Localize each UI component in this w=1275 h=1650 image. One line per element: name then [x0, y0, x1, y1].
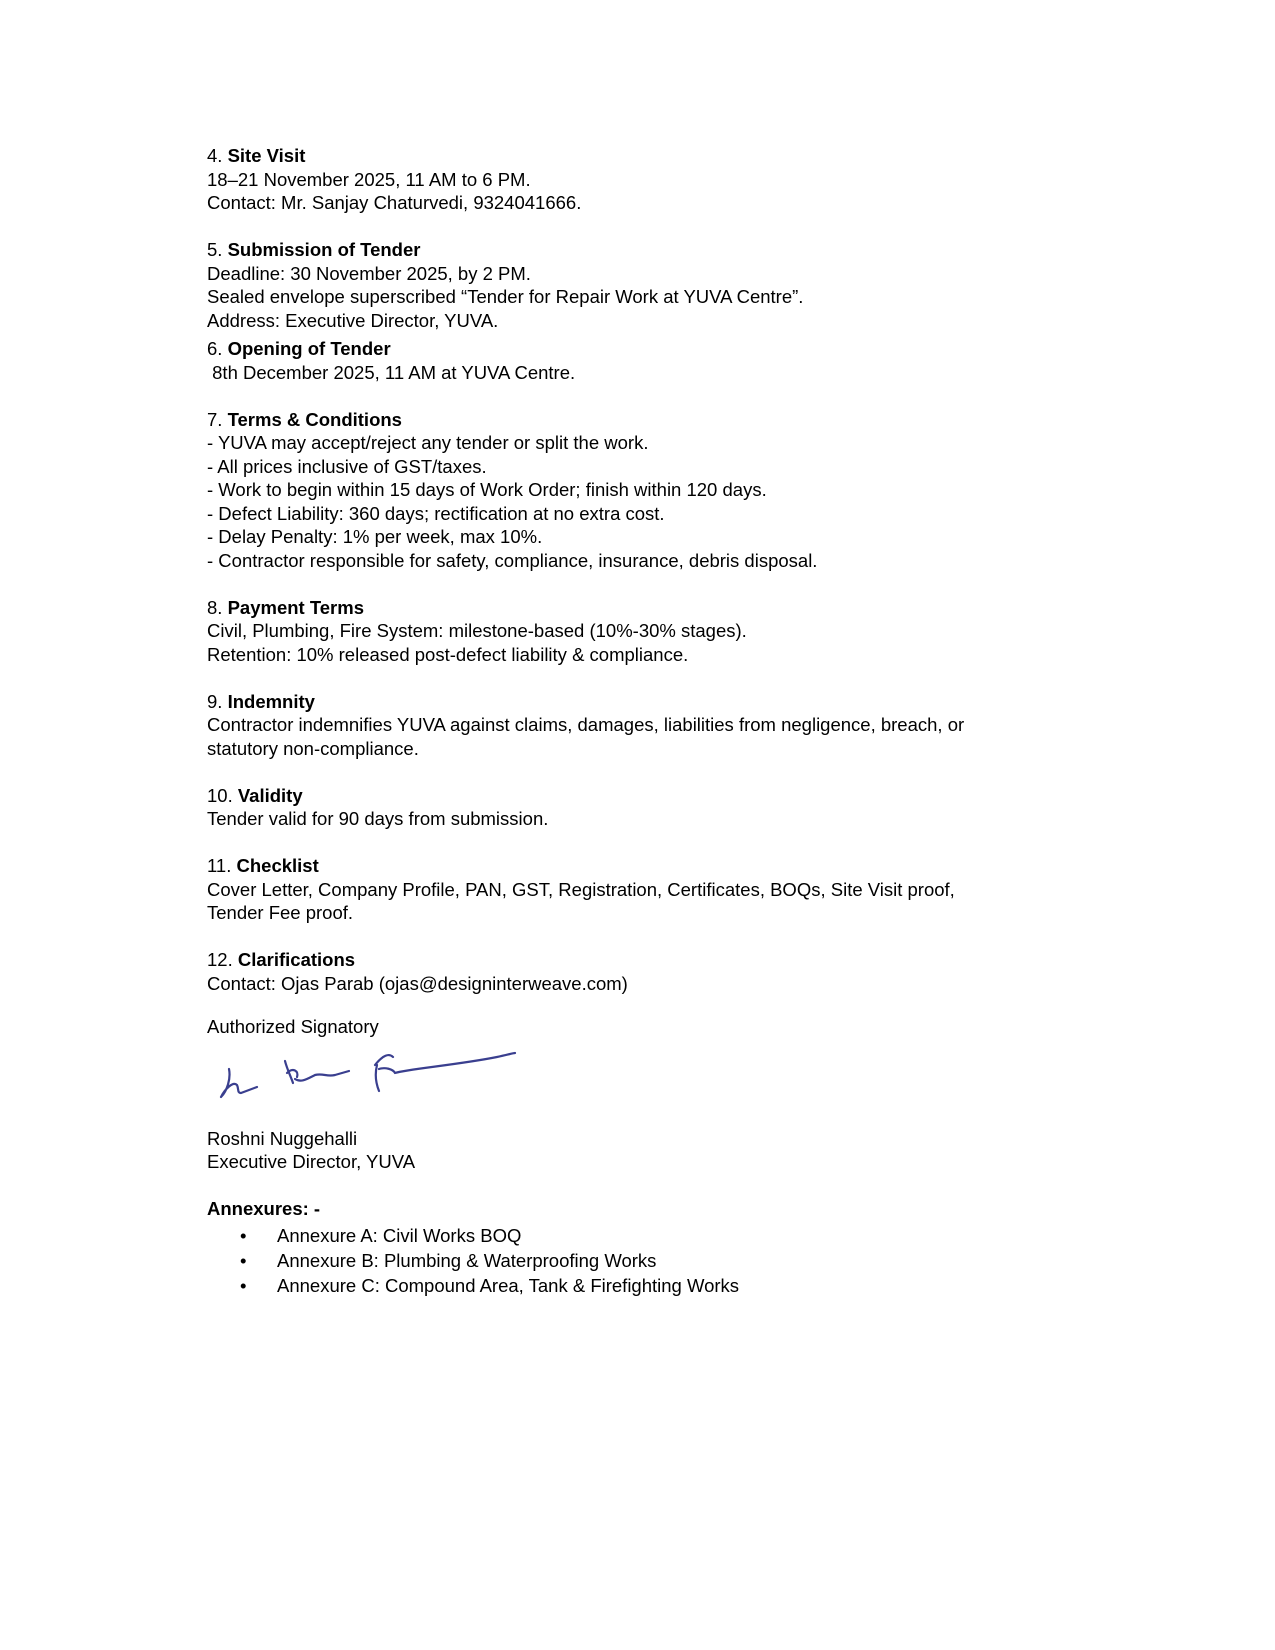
section-validity: [207, 784, 1067, 831]
section-number: 6.: [207, 338, 223, 359]
section-title: Submission of Tender: [227, 239, 421, 260]
section-title: Site Visit: [227, 145, 306, 166]
signatory-block: [207, 1015, 1067, 1174]
section-terms-and-conditions: [207, 408, 1067, 573]
section-line: Contractor indemnifies YUVA against claims, damages, liabilities from negligence, breach, or: [207, 714, 965, 735]
annexure-text: Annexure C: Compound Area, Tank & Firefighting Works: [277, 1274, 740, 1296]
section-number: 11.: [207, 855, 232, 876]
section-line: Tender valid for 90 days from submission.: [207, 808, 549, 829]
list-item: [207, 1223, 1067, 1248]
section-line: - Contractor responsible for safety, compliance, insurance, debris disposal.: [207, 549, 818, 571]
section-number: 12.: [207, 949, 233, 970]
signatory-name: Roshni Nuggehalli: [207, 1127, 358, 1149]
section-line: - YUVA may accept/reject any tender or split the work.: [207, 432, 649, 453]
section-title: Checklist: [236, 855, 319, 876]
section-number: 4.: [207, 145, 223, 166]
section-title: Payment Terms: [227, 596, 364, 618]
annexures-block: [207, 1197, 1067, 1298]
bullet-icon: •: [240, 1249, 247, 1271]
section-line: - Work to begin within 15 days of Work Order; finish within 120 days.: [207, 479, 767, 500]
section-title: Indemnity: [227, 690, 315, 712]
section-line: Cover Letter, Company Profile, PAN, GST, Registration, Certificates, BOQs, Site Visit proof,: [207, 878, 955, 900]
section-title: Terms & Conditions: [227, 408, 402, 430]
section-title: Clarifications: [237, 949, 356, 970]
section-line: - Delay Penalty: 1% per week, max 10%.: [207, 526, 543, 547]
section-line: - Defect Liability: 360 days; rectification at no extra cost.: [207, 502, 665, 524]
section-line: Retention: 10% released post-defect liability & compliance.: [207, 643, 689, 665]
section-number: 9.: [207, 690, 223, 712]
annexures-title: Annexures: -: [207, 1198, 321, 1219]
section-checklist: [207, 854, 1067, 925]
section-payment-terms: [207, 596, 1067, 667]
annexures-list: [207, 1223, 1067, 1298]
section-submission-of-tender: [207, 238, 1067, 332]
section-line: Contact: Ojas Parab (ojas@designinterweave.com): [207, 972, 628, 994]
section-line: Deadline: 30 November 2025, by 2 PM.: [207, 262, 531, 284]
section-number: 5.: [207, 239, 223, 260]
section-line: statutory non-compliance.: [207, 737, 419, 759]
annexure-text: Annexure A: Civil Works BOQ: [277, 1224, 522, 1246]
bullet-icon: •: [240, 1224, 247, 1246]
signatory-label: Authorized Signatory: [207, 1016, 379, 1037]
section-number: 8.: [207, 596, 223, 618]
section-line: Address: Executive Director, YUVA.: [207, 309, 499, 331]
section-title: Validity: [237, 784, 303, 806]
section-line: 8th December 2025, 11 AM at YUVA Centre.: [207, 361, 576, 383]
document-page: [207, 144, 1067, 1298]
section-number: 10.: [207, 784, 233, 806]
signatory-designation: Executive Director, YUVA: [207, 1151, 416, 1172]
section-line: - All prices inclusive of GST/taxes.: [207, 455, 487, 477]
section-site-visit: [207, 144, 1067, 215]
section-indemnity: [207, 690, 1067, 761]
section-clarifications: [207, 948, 1067, 995]
section-line: Civil, Plumbing, Fire System: milestone-based (10%-30% stages).: [207, 620, 747, 641]
list-item: [207, 1248, 1067, 1273]
section-line: Tender Fee proof.: [207, 902, 354, 923]
section-title: Opening of Tender: [227, 338, 391, 359]
list-item: [207, 1273, 1067, 1298]
bullet-icon: •: [240, 1274, 247, 1296]
annexure-text: Annexure B: Plumbing & Waterproofing Works: [277, 1249, 657, 1271]
section-line: Sealed envelope superscribed “Tender for Repair Work at YUVA Centre”.: [207, 286, 804, 307]
signature-image: [207, 1039, 517, 1119]
section-line: 18–21 November 2025, 11 AM to 6 PM.: [207, 168, 531, 190]
section-opening-of-tender: [207, 337, 1067, 384]
section-line: Contact: Mr. Sanjay Chaturvedi, 9324041666.: [207, 192, 582, 213]
section-number: 7.: [207, 408, 223, 430]
